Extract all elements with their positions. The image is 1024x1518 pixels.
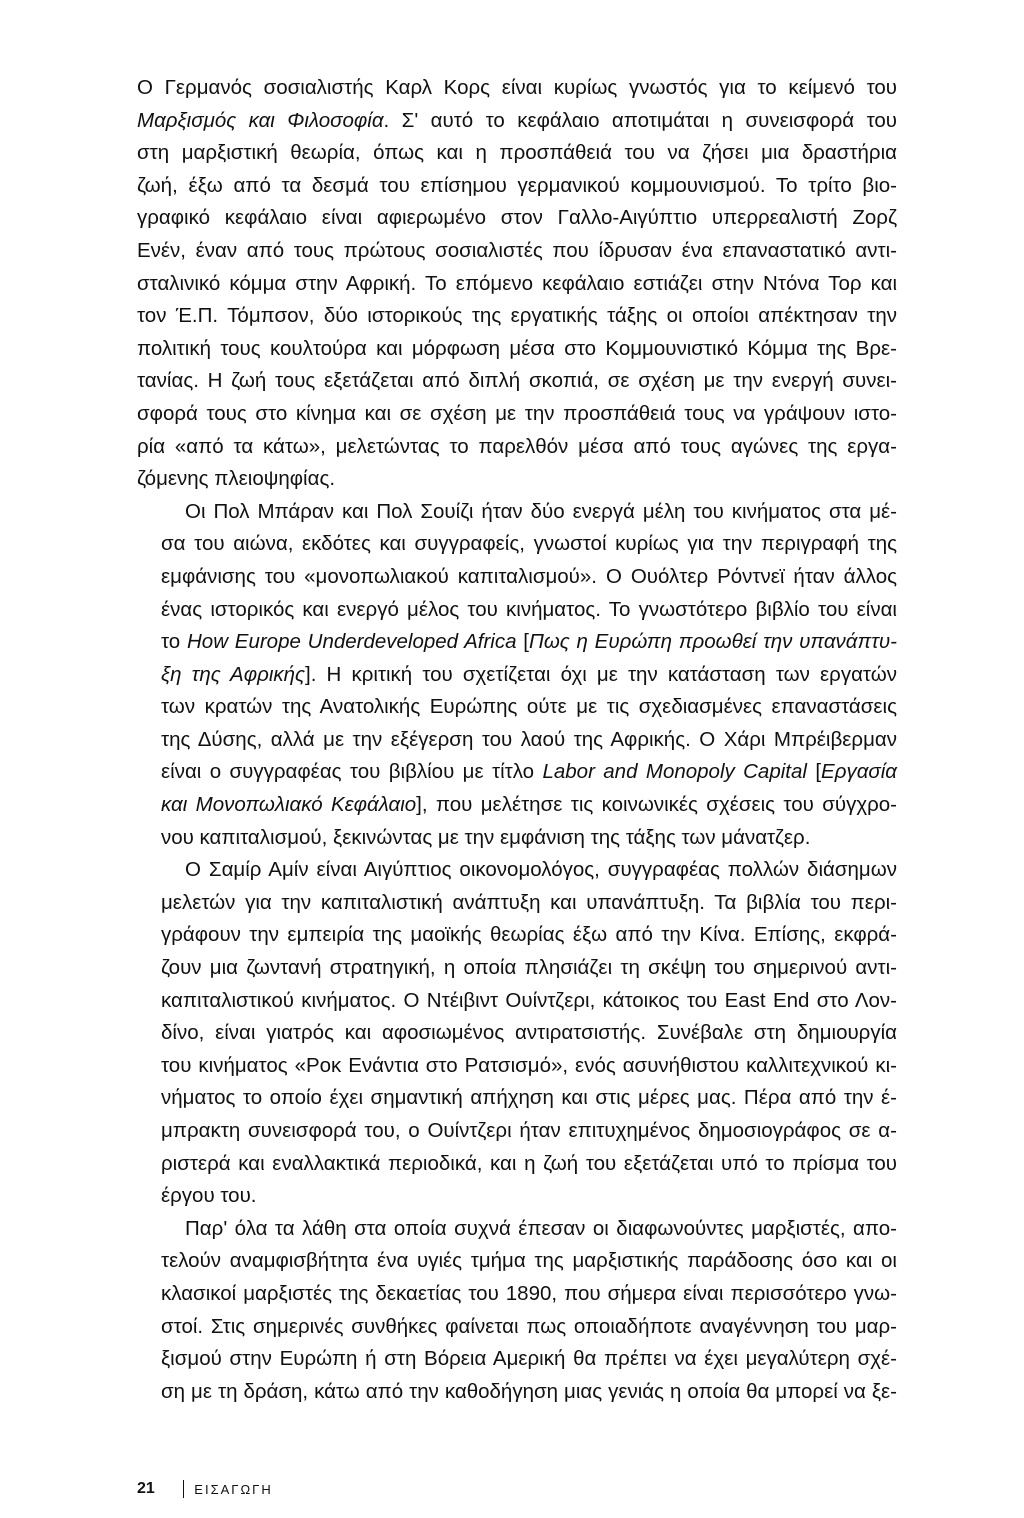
text-line: δίνο, είναι γιατρός και αφοσιωμένος αντιρατσιστής. Συνέβαλε στη δημιουργία [161,1021,897,1045]
text-line: το How Europe Underdeveloped Africa [Πως η Ευρώπη προωθεί την υπανάπτυ- [161,630,897,654]
text-line: γράφουν την εμπειρία της μαοϊκής θεωρίας έξω από την Κίνα. Επίσης, εκφρά- [161,923,897,947]
text-line: είναι ο συγγραφέας του βιβλίου με τίτλο Labor and Monopoly Capital [Εργασία [161,760,897,784]
footer-separator [183,1480,185,1498]
text-line: Ο Σαμίρ Αμίν είναι Αιγύπτιος οικονομολόγος, συγγραφέας πολλών διάσημων [185,858,897,882]
text-line: ριστερά και εναλλακτικά περιοδικά, και η ζωή του εξετάζεται υπό το πρίσμα του [161,1151,897,1175]
text-line: σφορά τους στο κίνημα και σε σχέση με την προσπάθειά τους να γράψουν ιστο- [137,401,897,425]
text-line: τανίας. Η ζωή τους εξετάζεται από διπλή σκοπιά, σε σχέση με την ενεργή συνει- [137,369,897,393]
paragraph [137,496,897,855]
text-line: καπιταλιστικού κινήματος. Ο Ντέιβιντ Ουίντζερι, κάτοικος του East End στο Λον- [161,988,897,1012]
text-line: Ο Γερμανός σοσιαλιστής Καρλ Κορς είναι κυρίως γνωστός για το κείμενό του [137,76,897,99]
page-number: 21 [137,1480,155,1497]
text-line: ξη της Αφρικής]. Η κριτική του σχετίζεται όχι με την κατάσταση των εργατών [161,662,897,686]
text-line: τελούν αναμφισβήτητα ένα υγιές τμήμα της μαρξιστικής παράδοσης όσο και οι [161,1249,897,1273]
text-line: Οι Πολ Μπάραν και Πολ Σουίζι ήταν δύο ενεργά μέλη του κινήματος στα μέ- [185,499,897,523]
text-line: ξισμού στην Ευρώπη ή στη Βόρεια Αμερική θα πρέπει να έχει μεγαλύτερη σχέ- [161,1347,897,1371]
section-title: ΕΙΣΑΓΩΓΗ [194,1481,273,1497]
text-line: Μαρξισμός και Φιλοσοφία. Σ' αυτό το κεφάλαιο αποτιμάται η συνεισφορά του [137,108,897,132]
text-line: Παρ' όλα τα λάθη στα οποία συχνά έπεσαν οι διαφωνούντες μαρξιστές, απο- [185,1216,897,1240]
text-line: κλασικοί μαρξιστές της δεκαετίας του 1890, που σήμερα είναι περισσότερο γνω- [161,1281,897,1305]
text-line: στοί. Στις σημερινές συνθήκες φαίνεται πως οποιαδήποτε αναγέννηση του μαρ- [161,1314,897,1338]
text-line: μπρακτη συνεισφορά του, ο Ουίντζερι ήταν επιτυχημένος δημοσιογράφος σε α- [161,1119,897,1142]
text-line: γραφικό κεφάλαιο είναι αφιερωμένο στον Γαλλο-Αιγύπτιο υπερρεαλιστή Ζορζ [137,206,897,230]
text-line: πολιτική τους κουλτούρα και μόρφωση μέσα στο Κομμουνιστικό Κόμμα της Βρε- [137,336,897,360]
text-line: ρία «από τα κάτω», μελετώντας το παρελθόν μέσα από τους αγώνες της εργα- [137,434,897,458]
text-line: και Μονοπωλιακό Κεφάλαιο], που μελέτησε τις κοινωνικές σχέσεις του σύγχρο- [161,793,897,817]
text-line: νου καπιταλισμού, ξεκινώντας με την εμφάνιση της τάξης των μάνατζερ. [161,825,811,849]
text-line: ση με τη δράση, κάτω από την καθοδήγηση μιας γενιάς η οποία θα μπορεί να ξε- [161,1379,897,1403]
text-line: των κρατών της Ανατολικής Ευρώπης ούτε με τις σχεδιασμένες επαναστάσεις [161,695,897,719]
text-line: στη μαρξιστική θεωρία, όπως και η προσπάθειά του να ζήσει μια δραστήρια [137,141,897,165]
text-line: τον Έ.Π. Τόμπσον, δύο ιστορικούς της εργατικής τάξης οι οποίοι απέκτησαν την [137,304,897,328]
text-line: μελετών για την καπιταλιστική ανάπτυξη και υπανάπτυξη. Τα βιβλία του περι- [161,890,897,914]
text-line: σα του αιώνα, εκδότες και συγγραφείς, γνωστοί κυρίως για την περιγραφή της [161,532,897,556]
text-line: Ενέν, έναν από τους πρώτους σοσιαλιστές που ίδρυσαν ένα επαναστατικό αντι- [137,238,897,262]
text-line: εμφάνισης του «μονοπωλιακού καπιταλισμού». Ο Ουόλτερ Ρόντνεϊ ήταν άλλος [161,564,897,588]
body-text [137,72,897,1408]
paragraph [137,854,897,1213]
paragraph [137,1213,897,1409]
text-line: έργου του. [161,1184,257,1208]
text-line: του κινήματος «Ροκ Ενάντια στο Ρατσισμό», ενός ασυνήθιστου καλλιτεχνικού κι- [161,1053,897,1077]
text-line: ζόμενης πλειοψηφίας. [137,467,336,491]
text-line: ένας ιστορικός και ενεργό μέλος του κινήματος. Το γνωστότερο βιβλίο του είναι [161,597,897,621]
text-line: ζωή, έξω από τα δεσμά του επίσημου γερμανικού κομμουνισμού. Το τρίτο βιο- [137,173,897,197]
page-footer [137,1480,273,1498]
text-line: νήματος το οποίο έχει σημαντική απήχηση και στις μέρες μας. Πέρα από την έ- [161,1086,897,1110]
text-line: σταλινικό κόμμα στην Αφρική. Το επόμενο κεφάλαιο εστιάζει στην Ντόνα Τορ και [137,271,897,295]
text-line: ζουν μια ζωντανή στρατηγική, η οποία πλησιάζει τη σκέψη του σημερινού αντι- [161,956,897,980]
paragraph [137,72,897,496]
text-line: της Δύσης, αλλά με την εξέγερση του λαού της Αφρικής. Ο Χάρι Μπρέιβερμαν [161,727,897,751]
